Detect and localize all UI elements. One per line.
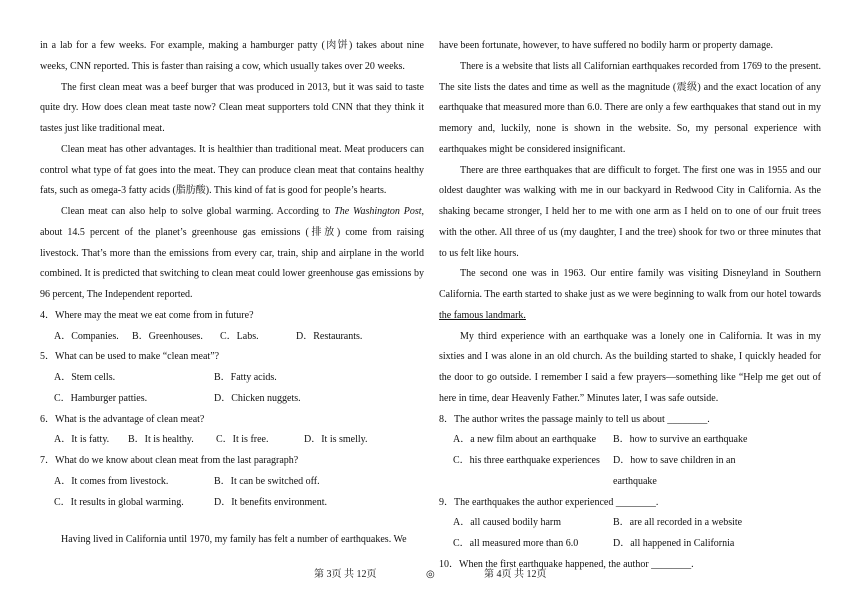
- question-8: 8．The author writes the passage mainly to tell us about ________.: [439, 413, 710, 425]
- source-title: The Washington Post: [334, 206, 422, 217]
- option-c[interactable]: C．Hamburger patties.: [54, 392, 148, 404]
- option-c[interactable]: C．It results in global warming.: [54, 496, 184, 508]
- option-b[interactable]: B．It can be switched off.: [214, 475, 320, 487]
- question-7-options-row2: [40, 493, 424, 514]
- question-4-options: [40, 327, 424, 348]
- option-b[interactable]: B．are all recorded in a website: [613, 517, 743, 529]
- option-c[interactable]: C．Labs.: [220, 330, 259, 342]
- option-d[interactable]: D．It is smelly.: [304, 434, 368, 446]
- page-number-right: 第 4页 共 12页: [484, 569, 547, 580]
- paragraph: have been fortunate, however, to have suffered no bodily harm or property damage.: [439, 40, 774, 51]
- paragraph: in a lab for a few weeks. For example, making a hamburger patty (肉饼) takes about nine weeks, CNN reported. This is faster than raising a cow, which usually takes over 20 weeks.: [40, 40, 424, 72]
- option-a[interactable]: A．all caused bodily harm: [453, 517, 562, 529]
- paragraph: There is a website that lists all Californian earthquakes recorded from 1769 to the present. The site lists the dates and time as well as the magnitude (震级) and the exact location of any earthquake that measured more than 6.0. There are only a few earthquakes that stand out in my memory and, luckily, none is shown in the website. So, my personal experience with earthquakes might be considered insignificant.: [439, 60, 821, 155]
- page-number-left: 第 3页 共 12页: [314, 569, 377, 580]
- option-a[interactable]: A．Stem cells.: [54, 372, 116, 383]
- paragraph: The first clean meat was a beef burger that was produced in 2013, but it was said to taste quite dry. How does clean meat taste now? Clean meat supporters told CNN that they think it tastes just like traditional meat.: [40, 81, 424, 134]
- question-8-options-row1: [439, 430, 821, 451]
- option-b[interactable]: B．It is healthy.: [128, 434, 194, 446]
- option-a[interactable]: A．Companies.: [54, 330, 119, 342]
- option-b[interactable]: B．how to survive an earthquake: [613, 434, 748, 446]
- option-c[interactable]: C．all measured more than 6.0: [453, 538, 579, 549]
- paragraph-text: Clean meat can also help to solve global warming. According to: [61, 206, 335, 217]
- question-7-options-row1: [40, 472, 424, 493]
- question-10: 10．When the first earthquake happened, the author ________.: [439, 558, 694, 570]
- option-d[interactable]: D．It benefits environment.: [214, 496, 328, 508]
- paragraph-text: The second one was in 1963. Our entire family was visiting Disneyland in Southern California. The earth started to shake just as we were beginning to walk from our hotel towards: [439, 268, 821, 300]
- footer-logo-icon: ◎: [426, 569, 435, 580]
- question-6: 6．What is the advantage of clean meat?: [40, 413, 205, 425]
- option-a[interactable]: A．a new film about an earthquake: [453, 434, 597, 446]
- question-9: 9．The earthquakes the author experienced ________.: [439, 496, 659, 508]
- question-9-options-row2: [439, 534, 821, 555]
- option-b[interactable]: B．Fatty acids.: [214, 372, 277, 383]
- underlined-phrase: the famous landmark.: [439, 309, 526, 321]
- option-d[interactable]: D．Chicken nuggets.: [214, 392, 301, 404]
- paragraph: Clean meat has other advantages. It is healthier than traditional meat. Meat producers can control what type of fat goes into the meat. They can produce clean meat that contains healthy fats, such as omega-3 fatty acids (脂肪酸). This kind of fat is good for people’s hearts.: [40, 143, 424, 197]
- option-c[interactable]: C．his three earthquake experiences: [453, 455, 600, 466]
- question-9-options-row1: [439, 513, 821, 534]
- paragraph: [439, 264, 821, 326]
- spacer: [40, 513, 424, 530]
- option-c[interactable]: C．It is free.: [216, 434, 269, 446]
- paragraph: [40, 202, 424, 306]
- option-a[interactable]: A．It is fatty.: [54, 434, 110, 446]
- question-7: 7．What do we know about clean meat from the last paragraph?: [40, 455, 299, 466]
- option-a[interactable]: A．It comes from livestock.: [54, 475, 169, 487]
- left-column: [40, 36, 424, 551]
- option-d[interactable]: D．all happened in California: [613, 538, 735, 549]
- paragraph: My third experience with an earthquake was a lonely one in California. It was in my sixties and I was alone in an old church. As the building started to shake, I quickly headed for the door to go outside. I remember I said a few prayers—something like “Help me get out of here in time, dear Heavenly Father.” Minutes later, I was safe outside.: [439, 330, 821, 404]
- question-5-options-row1: [40, 368, 424, 389]
- option-b[interactable]: B．Greenhouses.: [132, 330, 203, 342]
- right-column: [439, 36, 821, 576]
- paragraph: Having lived in California until 1970, my family has felt a number of earthquakes. We: [61, 534, 407, 546]
- question-5-options-row2: [40, 389, 424, 410]
- option-d[interactable]: D．Restaurants.: [296, 330, 363, 342]
- question-4: 4．Where may the meat we eat come from in future?: [40, 309, 254, 321]
- question-5: 5．What can be used to make “clean meat”?: [40, 351, 220, 363]
- paragraph-text: , about 14.5 percent of the planet’s greenhouse gas emissions (排放) come from raising livestock. That’s more than the emissions from every car, train, ship and airplane in the world combined. It is predicted that switching to clean meat could lower greenhouse gas emissions by 96 percent, The Independent reported.: [40, 206, 424, 300]
- question-8-options-row2: [439, 451, 821, 493]
- question-6-options: [40, 430, 424, 451]
- option-d[interactable]: D．how to save children in an earthquake: [613, 455, 736, 487]
- paragraph: There are three earthquakes that are difficult to forget. The first one was in 1955 and our oldest daughter was walking with me in our backyard in Redwood City in California. As the shaking became stronger, I held her to me with one arm as I held on to one of our fruit trees with the other. All three of us (my daughter, I and the tree) shook for two or three minutes that to us felt like hours.: [439, 164, 821, 259]
